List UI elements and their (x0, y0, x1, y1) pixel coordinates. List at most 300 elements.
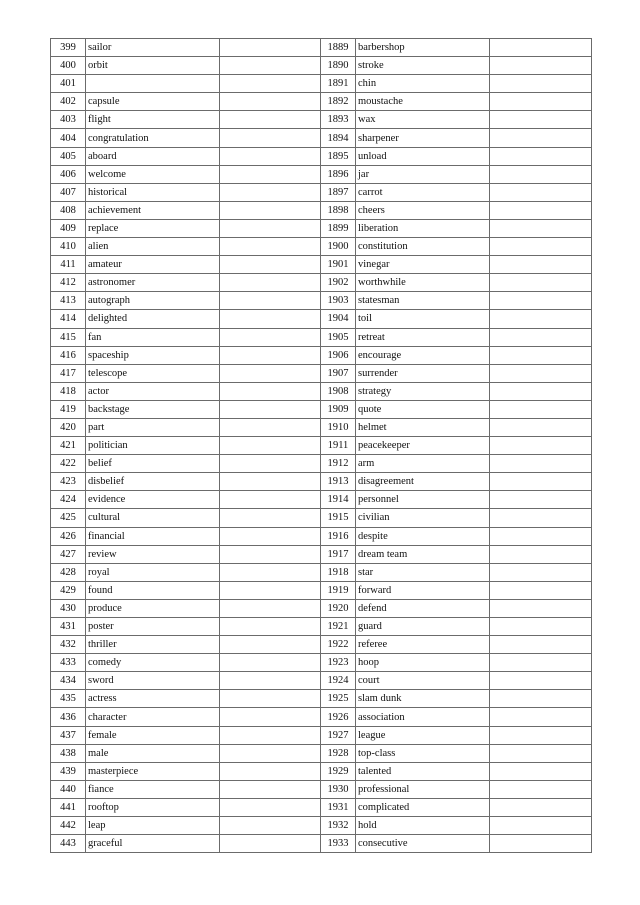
right-entry-word: consecutive (356, 835, 490, 853)
table-row (51, 726, 592, 744)
right-answer-cell (490, 418, 592, 436)
left-entry-word: replace (86, 219, 220, 237)
right-entry-number: 1901 (321, 256, 356, 274)
right-entry-number: 1889 (321, 39, 356, 57)
left-answer-cell (220, 39, 321, 57)
left-entry-word: leap (86, 817, 220, 835)
right-answer-cell (490, 491, 592, 509)
right-entry-word: constitution (356, 238, 490, 256)
table-row (51, 418, 592, 436)
left-entry-word: fiance (86, 780, 220, 798)
left-answer-cell (220, 599, 321, 617)
table-row (51, 93, 592, 111)
left-entry-number: 438 (51, 744, 86, 762)
right-entry-word: barbershop (356, 39, 490, 57)
left-entry-number: 406 (51, 165, 86, 183)
table-row (51, 654, 592, 672)
right-entry-word: toil (356, 310, 490, 328)
left-answer-cell (220, 618, 321, 636)
left-entry-word: congratulation (86, 129, 220, 147)
right-entry-number: 1922 (321, 636, 356, 654)
table-row (51, 382, 592, 400)
left-answer-cell (220, 219, 321, 237)
table-row (51, 165, 592, 183)
left-answer-cell (220, 93, 321, 111)
right-answer-cell (490, 618, 592, 636)
left-entry-number: 427 (51, 545, 86, 563)
left-entry-word: belief (86, 455, 220, 473)
right-answer-cell (490, 129, 592, 147)
left-entry-word: rooftop (86, 798, 220, 816)
left-entry-word: historical (86, 183, 220, 201)
right-entry-number: 1896 (321, 165, 356, 183)
right-answer-cell (490, 183, 592, 201)
right-answer-cell (490, 599, 592, 617)
right-entry-word: encourage (356, 346, 490, 364)
table-row (51, 618, 592, 636)
left-entry-number: 418 (51, 382, 86, 400)
right-answer-cell (490, 111, 592, 129)
right-entry-word: moustache (356, 93, 490, 111)
left-entry-word: autograph (86, 292, 220, 310)
table-row (51, 672, 592, 690)
left-entry-word: welcome (86, 165, 220, 183)
right-entry-word: guard (356, 618, 490, 636)
right-entry-word: peacekeeper (356, 437, 490, 455)
left-entry-word: alien (86, 238, 220, 256)
right-entry-word: talented (356, 762, 490, 780)
right-entry-word: carrot (356, 183, 490, 201)
left-answer-cell (220, 835, 321, 853)
left-entry-word: spaceship (86, 346, 220, 364)
right-answer-cell (490, 473, 592, 491)
table-row (51, 690, 592, 708)
left-entry-word: fan (86, 328, 220, 346)
left-entry-number: 428 (51, 563, 86, 581)
right-answer-cell (490, 690, 592, 708)
left-answer-cell (220, 328, 321, 346)
right-answer-cell (490, 292, 592, 310)
left-entry-number: 404 (51, 129, 86, 147)
right-entry-number: 1918 (321, 563, 356, 581)
left-entry-number: 442 (51, 817, 86, 835)
left-entry-word: thriller (86, 636, 220, 654)
right-answer-cell (490, 57, 592, 75)
right-entry-number: 1921 (321, 618, 356, 636)
right-entry-number: 1895 (321, 147, 356, 165)
right-answer-cell (490, 75, 592, 93)
left-answer-cell (220, 798, 321, 816)
right-entry-number: 1905 (321, 328, 356, 346)
left-answer-cell (220, 817, 321, 835)
right-entry-number: 1906 (321, 346, 356, 364)
left-entry-number: 439 (51, 762, 86, 780)
right-entry-number: 1902 (321, 274, 356, 292)
right-entry-number: 1897 (321, 183, 356, 201)
right-entry-word: association (356, 708, 490, 726)
right-entry-number: 1913 (321, 473, 356, 491)
right-answer-cell (490, 256, 592, 274)
right-answer-cell (490, 39, 592, 57)
right-entry-number: 1919 (321, 581, 356, 599)
left-entry-number: 434 (51, 672, 86, 690)
left-answer-cell (220, 75, 321, 93)
right-entry-number: 1917 (321, 545, 356, 563)
left-entry-word: financial (86, 527, 220, 545)
right-entry-word: star (356, 563, 490, 581)
left-entry-word: orbit (86, 57, 220, 75)
left-entry-number: 416 (51, 346, 86, 364)
left-entry-number: 431 (51, 618, 86, 636)
right-entry-word: unload (356, 147, 490, 165)
table-row (51, 219, 592, 237)
right-answer-cell (490, 400, 592, 418)
left-answer-cell (220, 509, 321, 527)
left-answer-cell (220, 636, 321, 654)
right-entry-word: helmet (356, 418, 490, 436)
right-answer-cell (490, 455, 592, 473)
left-entry-word: produce (86, 599, 220, 617)
right-answer-cell (490, 509, 592, 527)
left-entry-word: achievement (86, 201, 220, 219)
left-entry-number: 417 (51, 364, 86, 382)
left-answer-cell (220, 780, 321, 798)
left-answer-cell (220, 672, 321, 690)
table-row (51, 39, 592, 57)
right-answer-cell (490, 780, 592, 798)
right-entry-word: top-class (356, 744, 490, 762)
right-entry-number: 1915 (321, 509, 356, 527)
table-row (51, 509, 592, 527)
left-answer-cell (220, 165, 321, 183)
table-row (51, 798, 592, 816)
left-entry-word: cultural (86, 509, 220, 527)
left-answer-cell (220, 183, 321, 201)
left-entry-word: character (86, 708, 220, 726)
left-answer-cell (220, 437, 321, 455)
left-answer-cell (220, 292, 321, 310)
right-answer-cell (490, 346, 592, 364)
left-entry-word: capsule (86, 93, 220, 111)
left-entry-number: 412 (51, 274, 86, 292)
table-row (51, 455, 592, 473)
right-entry-word: wax (356, 111, 490, 129)
left-answer-cell (220, 581, 321, 599)
right-answer-cell (490, 744, 592, 762)
right-entry-number: 1893 (321, 111, 356, 129)
right-answer-cell (490, 437, 592, 455)
right-entry-word: arm (356, 455, 490, 473)
table-row (51, 527, 592, 545)
left-entry-number: 410 (51, 238, 86, 256)
right-entry-word: professional (356, 780, 490, 798)
left-entry-number: 426 (51, 527, 86, 545)
right-answer-cell (490, 274, 592, 292)
left-answer-cell (220, 129, 321, 147)
right-answer-cell (490, 798, 592, 816)
left-entry-word: poster (86, 618, 220, 636)
left-entry-word: astronomer (86, 274, 220, 292)
vocabulary-table-body (51, 39, 592, 853)
left-entry-number: 420 (51, 418, 86, 436)
right-entry-number: 1933 (321, 835, 356, 853)
left-entry-number: 401 (51, 75, 86, 93)
right-entry-word: vinegar (356, 256, 490, 274)
left-answer-cell (220, 762, 321, 780)
right-entry-number: 1910 (321, 418, 356, 436)
right-entry-number: 1908 (321, 382, 356, 400)
left-entry-word (86, 75, 220, 93)
right-entry-word: retreat (356, 328, 490, 346)
left-entry-number: 400 (51, 57, 86, 75)
right-entry-word: defend (356, 599, 490, 617)
left-entry-word: review (86, 545, 220, 563)
table-row (51, 238, 592, 256)
left-entry-number: 413 (51, 292, 86, 310)
right-entry-number: 1920 (321, 599, 356, 617)
right-entry-word: cheers (356, 201, 490, 219)
left-entry-number: 425 (51, 509, 86, 527)
table-row (51, 364, 592, 382)
table-row (51, 147, 592, 165)
left-entry-word: amateur (86, 256, 220, 274)
right-entry-number: 1891 (321, 75, 356, 93)
left-entry-word: female (86, 726, 220, 744)
right-answer-cell (490, 654, 592, 672)
right-entry-number: 1899 (321, 219, 356, 237)
left-entry-word: graceful (86, 835, 220, 853)
table-row (51, 545, 592, 563)
right-answer-cell (490, 201, 592, 219)
right-answer-cell (490, 165, 592, 183)
right-entry-word: slam dunk (356, 690, 490, 708)
left-answer-cell (220, 238, 321, 256)
right-entry-word: personnel (356, 491, 490, 509)
right-answer-cell (490, 817, 592, 835)
left-answer-cell (220, 726, 321, 744)
right-entry-number: 1924 (321, 672, 356, 690)
table-row (51, 310, 592, 328)
right-entry-number: 1898 (321, 201, 356, 219)
table-row (51, 256, 592, 274)
left-entry-word: politician (86, 437, 220, 455)
left-answer-cell (220, 201, 321, 219)
left-answer-cell (220, 455, 321, 473)
left-entry-number: 405 (51, 147, 86, 165)
right-entry-word: despite (356, 527, 490, 545)
left-entry-number: 435 (51, 690, 86, 708)
left-entry-number: 441 (51, 798, 86, 816)
right-answer-cell (490, 382, 592, 400)
right-answer-cell (490, 219, 592, 237)
right-answer-cell (490, 238, 592, 256)
left-answer-cell (220, 690, 321, 708)
left-entry-word: part (86, 418, 220, 436)
right-entry-word: sharpener (356, 129, 490, 147)
left-answer-cell (220, 57, 321, 75)
left-answer-cell (220, 111, 321, 129)
right-entry-number: 1926 (321, 708, 356, 726)
right-answer-cell (490, 672, 592, 690)
right-entry-number: 1903 (321, 292, 356, 310)
left-entry-number: 436 (51, 708, 86, 726)
left-entry-number: 419 (51, 400, 86, 418)
right-answer-cell (490, 93, 592, 111)
left-entry-number: 409 (51, 219, 86, 237)
left-entry-word: flight (86, 111, 220, 129)
left-entry-number: 411 (51, 256, 86, 274)
left-entry-number: 408 (51, 201, 86, 219)
right-entry-word: quote (356, 400, 490, 418)
left-answer-cell (220, 346, 321, 364)
left-entry-word: sailor (86, 39, 220, 57)
right-entry-word: hold (356, 817, 490, 835)
left-entry-word: disbelief (86, 473, 220, 491)
right-entry-word: hoop (356, 654, 490, 672)
right-entry-number: 1909 (321, 400, 356, 418)
right-entry-word: worthwhile (356, 274, 490, 292)
left-entry-number: 414 (51, 310, 86, 328)
right-entry-number: 1916 (321, 527, 356, 545)
right-entry-word: complicated (356, 798, 490, 816)
right-entry-number: 1911 (321, 437, 356, 455)
right-entry-number: 1907 (321, 364, 356, 382)
right-entry-word: stroke (356, 57, 490, 75)
right-entry-number: 1890 (321, 57, 356, 75)
right-entry-word: referee (356, 636, 490, 654)
right-answer-cell (490, 762, 592, 780)
right-entry-number: 1930 (321, 780, 356, 798)
right-answer-cell (490, 545, 592, 563)
left-answer-cell (220, 418, 321, 436)
left-entry-number: 422 (51, 455, 86, 473)
right-answer-cell (490, 708, 592, 726)
right-answer-cell (490, 636, 592, 654)
left-answer-cell (220, 527, 321, 545)
table-row (51, 400, 592, 418)
right-entry-word: court (356, 672, 490, 690)
left-answer-cell (220, 744, 321, 762)
left-entry-word: aboard (86, 147, 220, 165)
right-answer-cell (490, 726, 592, 744)
right-answer-cell (490, 147, 592, 165)
vocabulary-table (50, 38, 592, 853)
table-row (51, 563, 592, 581)
table-row (51, 129, 592, 147)
left-entry-number: 403 (51, 111, 86, 129)
right-answer-cell (490, 310, 592, 328)
table-row (51, 473, 592, 491)
right-entry-word: dream team (356, 545, 490, 563)
left-answer-cell (220, 473, 321, 491)
right-entry-word: surrender (356, 364, 490, 382)
right-entry-word: strategy (356, 382, 490, 400)
table-row (51, 636, 592, 654)
right-entry-number: 1928 (321, 744, 356, 762)
table-row (51, 111, 592, 129)
right-entry-number: 1931 (321, 798, 356, 816)
table-row (51, 599, 592, 617)
left-entry-word: evidence (86, 491, 220, 509)
right-answer-cell (490, 364, 592, 382)
right-entry-word: disagreement (356, 473, 490, 491)
left-entry-word: actress (86, 690, 220, 708)
right-answer-cell (490, 581, 592, 599)
left-answer-cell (220, 256, 321, 274)
left-entry-word: found (86, 581, 220, 599)
right-answer-cell (490, 328, 592, 346)
left-answer-cell (220, 708, 321, 726)
left-answer-cell (220, 147, 321, 165)
left-entry-word: comedy (86, 654, 220, 672)
table-row (51, 201, 592, 219)
left-entry-number: 443 (51, 835, 86, 853)
table-row (51, 744, 592, 762)
right-entry-word: civilian (356, 509, 490, 527)
left-entry-number: 429 (51, 581, 86, 599)
right-entry-word: league (356, 726, 490, 744)
left-entry-number: 407 (51, 183, 86, 201)
table-row (51, 57, 592, 75)
right-entry-number: 1929 (321, 762, 356, 780)
left-answer-cell (220, 563, 321, 581)
right-entry-number: 1912 (321, 455, 356, 473)
left-entry-word: masterpiece (86, 762, 220, 780)
left-answer-cell (220, 364, 321, 382)
left-answer-cell (220, 400, 321, 418)
right-answer-cell (490, 527, 592, 545)
left-entry-word: delighted (86, 310, 220, 328)
right-entry-number: 1932 (321, 817, 356, 835)
right-entry-word: forward (356, 581, 490, 599)
right-entry-number: 1900 (321, 238, 356, 256)
left-entry-number: 432 (51, 636, 86, 654)
right-entry-word: statesman (356, 292, 490, 310)
left-entry-word: sword (86, 672, 220, 690)
left-answer-cell (220, 274, 321, 292)
right-entry-number: 1904 (321, 310, 356, 328)
left-answer-cell (220, 491, 321, 509)
left-entry-number: 415 (51, 328, 86, 346)
left-answer-cell (220, 545, 321, 563)
left-entry-number: 402 (51, 93, 86, 111)
left-entry-number: 440 (51, 780, 86, 798)
right-entry-number: 1927 (321, 726, 356, 744)
left-entry-number: 430 (51, 599, 86, 617)
table-row (51, 328, 592, 346)
left-answer-cell (220, 310, 321, 328)
right-entry-number: 1914 (321, 491, 356, 509)
right-entry-word: liberation (356, 219, 490, 237)
left-entry-number: 399 (51, 39, 86, 57)
table-row (51, 762, 592, 780)
table-row (51, 437, 592, 455)
left-entry-number: 421 (51, 437, 86, 455)
table-row (51, 581, 592, 599)
table-row (51, 835, 592, 853)
table-row (51, 708, 592, 726)
left-entry-number: 424 (51, 491, 86, 509)
table-row (51, 346, 592, 364)
right-entry-number: 1894 (321, 129, 356, 147)
left-entry-word: male (86, 744, 220, 762)
right-entry-number: 1923 (321, 654, 356, 672)
left-answer-cell (220, 654, 321, 672)
table-row (51, 75, 592, 93)
left-entry-number: 433 (51, 654, 86, 672)
right-entry-word: chin (356, 75, 490, 93)
left-entry-word: backstage (86, 400, 220, 418)
